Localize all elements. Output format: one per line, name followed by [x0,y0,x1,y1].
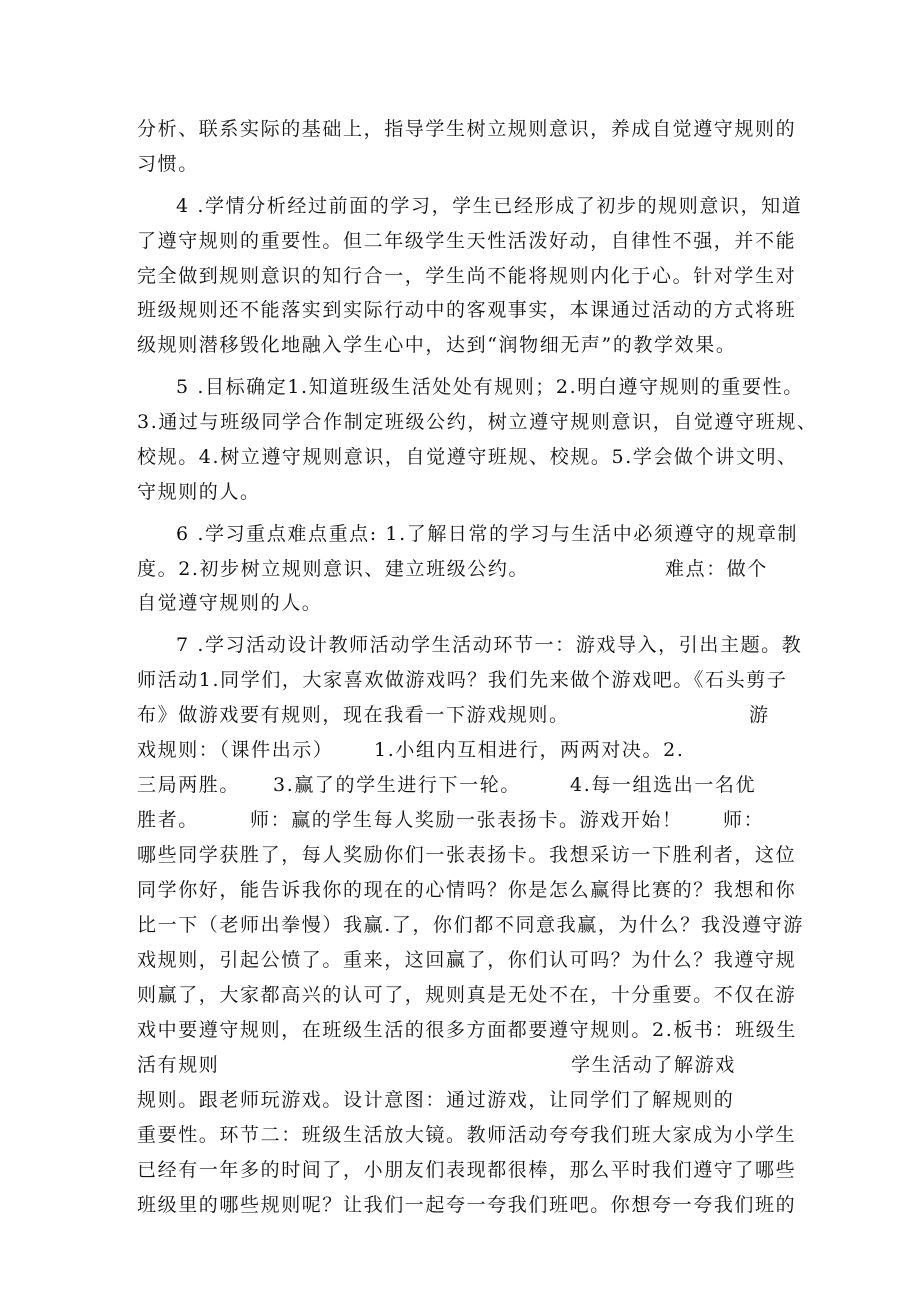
text-segment: 度。2.初步树立规则意识、建立班级公约。 [137,558,530,580]
text-segment: 难点：做个 [665,558,769,580]
text-segment: 戏规则：（课件出示） [137,739,334,761]
text-line: 了遵守规则的重要性。但二年级学生天性活泼好动，自律性不强，并不能 [137,230,797,252]
text-line: 哪些同学获胜了，每人奖励你们一张表扬卡。我想采访一下胜利者，这位 [137,844,797,866]
text-segment: 3.赢了的学生进行下一轮。 [273,774,521,796]
text-segment: 1.小组内互相进行，两两对决。2. [374,739,685,761]
paragraph-5-start: 5 .目标确定1.知道班级生活处处有规则；2.明白遵守规则的重要性。 [176,376,804,398]
text-segment: 学生活动了解游戏 [571,1054,736,1076]
text-segment: 活有规则 [137,1054,220,1076]
text-line: 已经有一年多的时间了，小朋友们表现都很棒，那么平时我们遵守了哪些 [137,1159,797,1181]
text-line: 3.通过与班级同学合作制定班级公约，树立遵守规则意识，自觉遵守班规、 [137,411,818,433]
text-line: 班级里的哪些规则呢？让我们一起夸一夸我们班吧。你想夸一夸我们班的 [137,1194,797,1216]
text-segment: 师： [723,809,765,831]
text-line: 守规则的人。 [137,481,261,503]
text-line: 重要性。环节二：班级生活放大镜。教师活动夸夸我们班大家成为小学生 [137,1124,797,1146]
text-line: 级规则潜移毁化地融入学生心中，达到“润物细无声”的教学效果。 [137,334,737,356]
text-segment: 4.每一组选出一名优 [570,774,757,796]
paragraph-7-start: 7 .学习活动设计教师活动学生活动环节一：游戏导入，引出主题。教 [176,634,803,656]
text-line: 完全做到规则意识的知行合一，学生尚不能将规则内化于心。针对学生对 [137,265,797,287]
paragraph-4-start: 4 .学情分析经过前面的学习，学生已经形成了初步的规则意识，知道 [176,195,803,217]
text-segment: 三局两胜。 [137,774,241,796]
text-line: 戏规则，引起公愤了。重来，这回赢了，你们认可吗？为什么？我遵守规 [137,949,797,971]
text-line: 校规。4.树立遵守规则意识，自觉遵守班规、校规。5.学会做个讲文明、 [137,446,798,468]
text-line: 比一下（老师出拳慢）我赢.了，你们都不同意我赢，为什么？我没遵守游 [137,914,804,936]
text-line: 习惯。 [137,153,199,175]
text-line: 班级规则还不能落实到实际行动中的客观事实，本课通过活动的方式将班 [137,299,797,321]
text-line: 同学你好，能告诉我你的现在的心情吗？你是怎么赢得比赛的？我想和你 [137,879,797,901]
text-segment: 胜者。 [137,809,199,831]
text-segment: 游 [749,704,770,726]
text-segment: 师：赢的学生每人奖励一张表扬卡。游戏开始！ [250,809,683,831]
text-segment: 布》做游戏要有规则，现在我看一下游戏规则。 [137,704,570,726]
text-line: 规则。跟老师玩游戏。设计意图：通过游戏，让同学们了解规则的 [137,1089,735,1111]
text-line: 师活动1.同学们，大家喜欢做游戏吗？我们先来做个游戏吧。《石头剪子 [137,669,788,691]
text-line: 戏中要遵守规则，在班级生活的很多方面都要遵守规则。2.板书：班级生 [137,1019,797,1041]
paragraph-6-start: 6 .学习重点难点重点: 1.了解日常的学习与生活中必须遵守的规章制 [176,523,799,545]
text-line: 自觉遵守规则的人。 [137,592,323,614]
text-line: 分析、联系实际的基础上，指导学生树立规则意识，养成自觉遵守规则的 [137,118,797,140]
text-line: 则赢了，大家都高兴的认可了，规则真是无处不在，十分重要。不仅在游 [137,984,797,1006]
